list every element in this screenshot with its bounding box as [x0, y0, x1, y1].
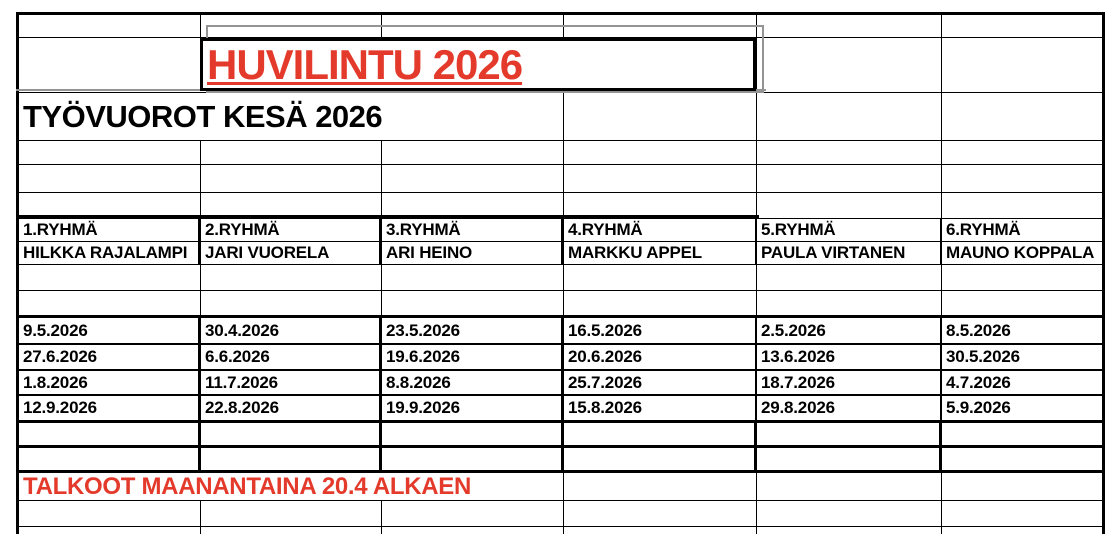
empty-cell[interactable]: [201, 141, 382, 164]
group-header-row: [19, 218, 1102, 241]
empty-cell[interactable]: [942, 193, 1102, 218]
shift-date-row: [19, 315, 1102, 343]
empty-cell[interactable]: [942, 473, 1102, 500]
cell-group-3-date-3[interactable]: 8.8.2026: [382, 371, 564, 394]
empty-cell[interactable]: [564, 473, 757, 500]
cell-group-5-date-3[interactable]: 18.7.2026: [757, 371, 942, 394]
empty-cell[interactable]: [757, 291, 942, 315]
empty-cell[interactable]: [19, 527, 201, 534]
shift-date-row: [19, 369, 1102, 394]
shift-date-row: [19, 343, 1102, 369]
cell-group-5-member[interactable]: PAULA VIRTANEN: [757, 242, 942, 264]
sheet-row: [19, 264, 1102, 290]
cell-group-5-date-4[interactable]: 29.8.2026: [757, 396, 942, 420]
empty-cell[interactable]: [757, 193, 942, 218]
cell-group-1-label[interactable]: 1.RYHMÄ: [19, 219, 201, 241]
cell-group-3-date-2[interactable]: 19.6.2026: [382, 345, 564, 369]
sheet-row: [19, 164, 1102, 192]
cell-group-2-date-4[interactable]: 22.8.2026: [201, 396, 382, 420]
cell-group-3-date-4[interactable]: 19.9.2026: [382, 396, 564, 420]
empty-cell[interactable]: [942, 38, 1102, 92]
empty-cell[interactable]: [564, 527, 757, 534]
cell-group-3-label[interactable]: 3.RYHMÄ: [382, 219, 564, 241]
empty-cell[interactable]: [382, 165, 564, 192]
empty-cell[interactable]: [757, 93, 942, 140]
cell-group-1-date-2[interactable]: 27.6.2026: [19, 345, 201, 369]
notice-row: [19, 470, 1102, 500]
cell-group-6-date-2[interactable]: 30.5.2026: [946, 347, 1020, 366]
empty-cell[interactable]: [564, 93, 757, 140]
empty-cell[interactable]: [382, 423, 564, 445]
cell-group-1-date-1[interactable]: 9.5.2026: [19, 318, 201, 343]
sheet-row: [19, 445, 1102, 470]
cell-group-1-member[interactable]: HILKKA RAJALAMPI: [19, 242, 201, 264]
cell-group-2-label[interactable]: 2.RYHMÄ: [201, 219, 382, 241]
empty-cell[interactable]: [201, 165, 382, 192]
empty-cell[interactable]: [564, 141, 757, 164]
empty-cell[interactable]: [757, 473, 942, 500]
empty-cell[interactable]: [757, 423, 942, 445]
empty-cell[interactable]: [382, 291, 564, 315]
empty-cell[interactable]: [564, 501, 757, 526]
cell-group-2-date-2[interactable]: 6.6.2026: [201, 345, 382, 369]
empty-cell[interactable]: [942, 423, 1102, 445]
cell-group-1-date-4[interactable]: 12.9.2026: [19, 396, 201, 420]
sheet-row: [19, 526, 1102, 534]
empty-cell[interactable]: [564, 165, 757, 192]
empty-cell[interactable]: [757, 448, 942, 470]
cell-group-5-date-2[interactable]: 13.6.2026: [757, 345, 942, 369]
cell-group-6-date-3[interactable]: 4.7.2026: [946, 372, 1011, 392]
cell-group-4-label[interactable]: 4.RYHMÄ: [564, 219, 757, 241]
empty-cell[interactable]: [942, 265, 1102, 290]
empty-cell[interactable]: [564, 291, 757, 315]
empty-cell[interactable]: [757, 501, 942, 526]
shift-date-row: [19, 394, 1102, 420]
cell-group-4-date-1[interactable]: 16.5.2026: [564, 318, 757, 343]
empty-cell[interactable]: [564, 448, 757, 470]
empty-cell[interactable]: [942, 165, 1102, 192]
empty-cell[interactable]: [564, 423, 757, 445]
empty-cell[interactable]: [201, 501, 382, 526]
empty-cell[interactable]: [757, 38, 942, 92]
cell-group-2-date-1[interactable]: 30.4.2026: [201, 318, 382, 343]
empty-cell[interactable]: [942, 291, 1102, 315]
empty-cell[interactable]: [942, 501, 1102, 526]
cell-group-6-date-4[interactable]: 5.9.2026: [946, 398, 1011, 417]
empty-cell[interactable]: [201, 448, 382, 470]
empty-cell[interactable]: [382, 501, 564, 526]
empty-cell[interactable]: [757, 15, 942, 37]
empty-cell[interactable]: [19, 165, 201, 192]
workbook-title-box[interactable]: [200, 38, 756, 91]
empty-cell[interactable]: [757, 165, 942, 192]
empty-cell[interactable]: [201, 265, 382, 290]
empty-cell[interactable]: [19, 423, 201, 445]
empty-cell[interactable]: [19, 448, 201, 470]
cell-group-3-member[interactable]: ARI HEINO: [382, 242, 564, 264]
talkoot-notice-cell[interactable]: TALKOOT MAANANTAINA 20.4 ALKAEN: [19, 473, 564, 500]
sheet-subtitle-cell[interactable]: TYÖVUOROT KESÄ 2026: [19, 93, 564, 140]
empty-cell[interactable]: [19, 15, 201, 37]
sheet-row: [19, 290, 1102, 315]
cell-group-4-date-3[interactable]: 25.7.2026: [564, 371, 757, 394]
empty-cell[interactable]: [19, 501, 201, 526]
empty-cell[interactable]: [564, 265, 757, 290]
cell-group-6-date-1[interactable]: 8.5.2026: [946, 320, 1011, 340]
cell-group-3-date-1[interactable]: 23.5.2026: [382, 318, 564, 343]
empty-cell[interactable]: [201, 423, 382, 445]
empty-cell[interactable]: [19, 141, 201, 164]
sheet-row: [19, 420, 1102, 445]
empty-cell[interactable]: [757, 265, 942, 290]
empty-cell[interactable]: [382, 265, 564, 290]
empty-cell[interactable]: [757, 527, 942, 534]
empty-cell[interactable]: [942, 15, 1102, 37]
cell-group-4-date-2[interactable]: 20.6.2026: [564, 345, 757, 369]
cell-group-6-member[interactable]: MAUNO KOPPALA: [946, 243, 1095, 262]
empty-cell[interactable]: [201, 527, 382, 534]
member-name-row: [19, 241, 1102, 264]
empty-cell[interactable]: [942, 527, 1102, 534]
empty-cell[interactable]: [382, 141, 564, 164]
empty-cell[interactable]: [382, 527, 564, 534]
sheet-row: [19, 92, 1102, 140]
empty-cell[interactable]: [942, 93, 1102, 140]
cell-group-1-date-3[interactable]: 1.8.2026: [19, 371, 201, 394]
empty-cell[interactable]: [942, 448, 1102, 470]
empty-cell[interactable]: [942, 141, 1102, 164]
empty-cell[interactable]: [757, 141, 942, 164]
cell-group-4-date-4[interactable]: 15.8.2026: [564, 396, 757, 420]
sheet-row: [19, 140, 1102, 164]
empty-cell[interactable]: [19, 265, 201, 290]
cell-group-2-member[interactable]: JARI VUORELA: [201, 242, 382, 264]
empty-cell[interactable]: [201, 291, 382, 315]
cell-group-2-date-3[interactable]: 11.7.2026: [201, 371, 382, 394]
sheet-row: [19, 500, 1102, 526]
thick-grid-line: [16, 215, 759, 218]
cell-group-6-label[interactable]: 6.RYHMÄ: [946, 220, 1021, 239]
empty-cell[interactable]: [382, 448, 564, 470]
empty-cell[interactable]: [19, 291, 201, 315]
workbook-title: HUVILINTU 2026: [207, 40, 523, 88]
cell-group-4-member[interactable]: MARKKU APPEL: [564, 242, 757, 264]
cell-group-5-date-1[interactable]: 2.5.2026: [757, 318, 942, 343]
cell-group-5-label[interactable]: 5.RYHMÄ: [757, 219, 942, 241]
